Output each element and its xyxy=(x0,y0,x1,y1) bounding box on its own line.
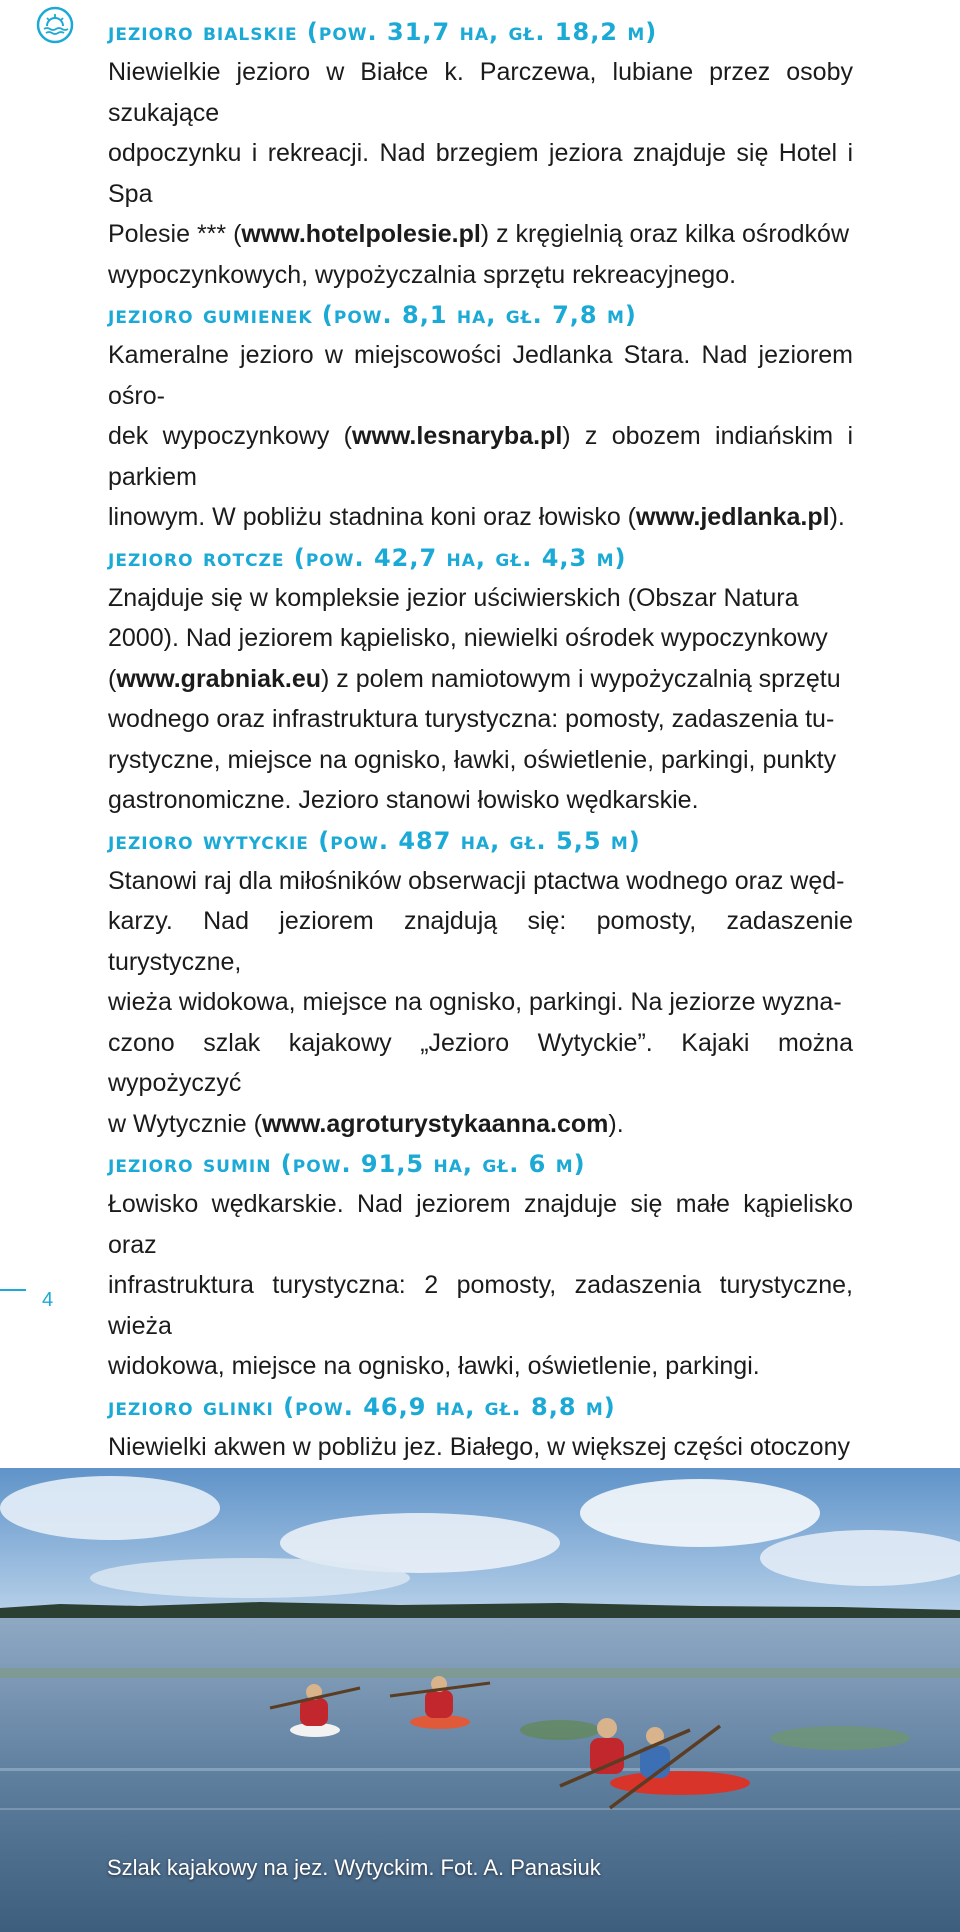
lake-description xyxy=(108,861,853,1145)
text-line: Znajduje się w kompleksie jezior uściwierskich (Obszar Natura xyxy=(108,583,799,612)
lake-heading: jezioro sumin (pow. 91,5 ha, gł. 6 m) xyxy=(108,1150,586,1178)
text-line: odpoczynku i rekreacji. Nad brzegiem jeziora znajduje się Hotel i Spa xyxy=(108,139,853,208)
photo-caption: Szlak kajakowy na jez. Wytyckim. Fot. A. Panasiuk xyxy=(107,1855,601,1880)
text-line: wieża widokowa, miejsce na ognisko, parkingi. Na jeziorze wyzna- xyxy=(108,988,842,1016)
lake-entry xyxy=(108,1144,853,1387)
website-link[interactable]: www.grabniak.eu xyxy=(116,664,322,693)
lake-entry xyxy=(108,821,853,1145)
lake-heading: jezioro glinki (pow. 46,9 ha, gł. 8,8 m) xyxy=(108,1392,616,1421)
website-link[interactable]: www.lesnaryba.pl xyxy=(352,422,563,450)
website-link[interactable]: www.hotelpolesie.pl xyxy=(241,220,481,248)
text-line: Niewielki akwen w pobliżu jez. Białego, w większej części otoczony xyxy=(108,1432,850,1461)
text-line: linowym. W pobliżu stadnina koni oraz łowisko (www.jedlanka.pl). xyxy=(108,503,845,531)
lake-heading: jezioro rotcze (pow. 42,7 ha, gł. 4,3 m) xyxy=(108,543,627,572)
lake-description xyxy=(108,578,853,821)
lake-heading: jezioro wytyckie (pow. 487 ha, gł. 5,5 m) xyxy=(108,826,641,855)
sun-wave-logo-icon xyxy=(35,5,75,45)
lake-description xyxy=(108,1184,853,1387)
lake-description xyxy=(108,52,853,295)
lake-heading: jezioro bialskie (pow. 31,7 ha, gł. 18,2 m) xyxy=(108,18,658,46)
lake-heading: jezioro gumienek (pow. 8,1 ha, gł. 7,8 m) xyxy=(108,301,637,329)
text-line: Stanowi raj dla miłośników obserwacji ptactwa wodnego oraz węd- xyxy=(108,866,845,895)
text-line: czono szlak kajakowy „Jezioro Wytyckie”. Kajaki można wypożyczyć xyxy=(108,1028,853,1097)
text-line: Kameralne jezioro w miejscowości Jedlanka Stara. Nad jeziorem ośro- xyxy=(108,341,853,410)
lake-description xyxy=(108,335,853,538)
text-line: rystyczne, miejsce na ognisko, ławki, oświetlenie, parkingi, punkty xyxy=(108,745,837,774)
lake-entry xyxy=(108,295,853,538)
text-line: Niewielkie jezioro w Białce k. Parczewa, lubiane przez osoby szukające xyxy=(108,58,853,127)
text-line: gastronomiczne. Jezioro stanowi łowisko wędkarskie. xyxy=(108,786,699,814)
website-link[interactable]: www.jedlanka.pl xyxy=(636,503,830,531)
text-line: wodnego oraz infrastruktura turystyczna: pomosty, zadaszenia tu- xyxy=(108,705,835,733)
text-line: widokowa, miejsce na ognisko, ławki, oświetlenie, parkingi. xyxy=(108,1352,760,1380)
text-line: (www.grabniak.eu) z polem namiotowym i wypożyczalnią sprzętu xyxy=(108,664,841,693)
text-line: infrastruktura turystyczna: 2 pomosty, zadaszenia turystyczne, wieża xyxy=(108,1271,853,1340)
text-line: w Wytycznie (www.agroturystykaanna.com). xyxy=(108,1109,624,1138)
text-line: dek wypoczynkowy (www.lesnaryba.pl) z obozem indiańskim i parkiem xyxy=(108,422,853,491)
text-line: karzy. Nad jeziorem znajdują się: pomosty, zadaszenie turystyczne, xyxy=(108,907,853,976)
text-line: 2000). Nad jeziorem kąpielisko, niewielki ośrodek wypoczynkowy xyxy=(108,624,828,652)
text-line: wypoczynkowych, wypożyczalnia sprzętu rekreacyjnego. xyxy=(108,260,737,289)
text-line: Polesie *** (www.hotelpolesie.pl) z kręgielnią oraz kilka ośrodków xyxy=(108,220,849,248)
page-number-rule xyxy=(0,1289,26,1291)
page-number: 4 xyxy=(42,1289,54,1311)
lake-entry xyxy=(108,12,853,295)
text-line: Łowisko wędkarskie. Nad jeziorem znajduje się małe kąpielisko oraz xyxy=(108,1190,853,1259)
website-link[interactable]: www.agroturystykaanna.com xyxy=(261,1109,609,1138)
lake-entry xyxy=(108,538,853,821)
